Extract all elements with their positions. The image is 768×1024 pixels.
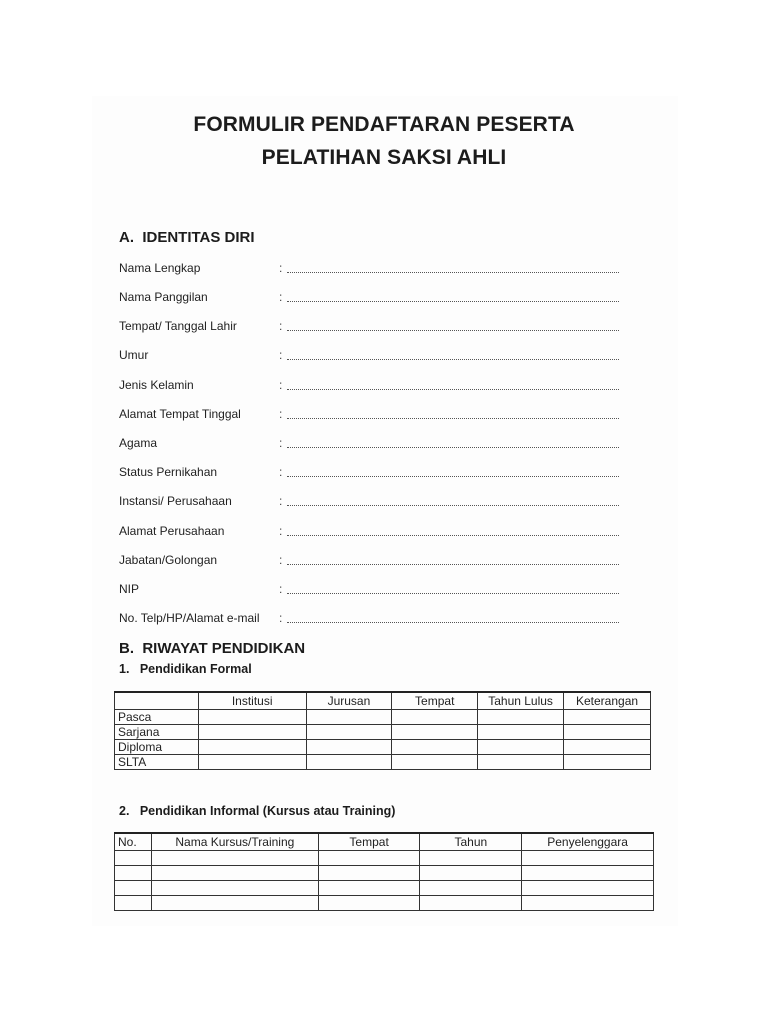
table-cell[interactable] <box>318 896 420 911</box>
field-dotted-line[interactable] <box>287 505 619 506</box>
field-dotted-line[interactable] <box>287 330 619 331</box>
field-label: Tempat/ Tanggal Lahir <box>119 319 237 333</box>
informal-education-table <box>114 832 654 911</box>
field-agama[interactable] <box>119 436 619 454</box>
table-cell[interactable] <box>392 710 478 725</box>
field-colon: : <box>279 378 283 392</box>
column-header: Tahun <box>420 833 522 851</box>
column-header: No. <box>115 833 152 851</box>
column-header: Tahun Lulus <box>478 692 564 710</box>
table-cell[interactable] <box>564 710 651 725</box>
table-cell[interactable] <box>478 740 564 755</box>
column-header: Nama Kursus/Training <box>151 833 318 851</box>
table-cell[interactable] <box>420 881 522 896</box>
field-alamat-tempat-tinggal[interactable] <box>119 407 619 425</box>
table-cell[interactable] <box>151 866 318 881</box>
field-label: Alamat Tempat Tinggal <box>119 407 241 421</box>
table-cell[interactable] <box>306 710 392 725</box>
table-cell[interactable] <box>420 896 522 911</box>
field-label: Alamat Perusahaan <box>119 524 225 538</box>
table-cell[interactable] <box>318 851 420 866</box>
field-dotted-line[interactable] <box>287 359 619 360</box>
table-cell[interactable] <box>478 725 564 740</box>
table-cell[interactable] <box>564 725 651 740</box>
field-dotted-line[interactable] <box>287 564 619 565</box>
table-cell[interactable] <box>522 866 654 881</box>
row-label: SLTA <box>115 755 199 770</box>
field-colon: : <box>279 611 283 625</box>
column-header: Keterangan <box>564 692 651 710</box>
column-header: Penyelenggara <box>522 833 654 851</box>
field-alamat-perusahaan[interactable] <box>119 524 619 542</box>
field-tempat-tanggal-lahir[interactable] <box>119 319 619 337</box>
field-colon: : <box>279 553 283 567</box>
table-cell[interactable] <box>392 740 478 755</box>
field-label: Nama Lengkap <box>119 261 201 275</box>
column-header: Tempat <box>318 833 420 851</box>
field-label: Nama Panggilan <box>119 290 208 304</box>
field-dotted-line[interactable] <box>287 593 619 594</box>
field-label: Status Pernikahan <box>119 465 218 479</box>
table-cell[interactable] <box>198 710 306 725</box>
formal-education-table <box>114 691 651 770</box>
column-header: Institusi <box>198 692 306 710</box>
table-cell[interactable] <box>318 866 420 881</box>
table-row <box>115 866 654 881</box>
field-nama-lengkap[interactable] <box>119 261 619 279</box>
field-label: Instansi/ Perusahaan <box>119 494 232 508</box>
field-dotted-line[interactable] <box>287 389 619 390</box>
table-cell[interactable] <box>478 710 564 725</box>
table-cell[interactable] <box>478 755 564 770</box>
formal-education-heading: 1. Pendidikan Formal <box>119 662 252 676</box>
field-instansi-perusahaan[interactable] <box>119 494 619 512</box>
table-cell[interactable] <box>151 896 318 911</box>
table-row <box>115 710 651 725</box>
table-cell[interactable] <box>306 740 392 755</box>
field-colon: : <box>279 436 283 450</box>
informal-education-heading: 2. Pendidikan Informal (Kursus atau Training) <box>119 804 396 818</box>
table-header-row <box>115 692 651 710</box>
field-label: No. Telp/HP/Alamat e-mail <box>119 611 260 625</box>
table-cell[interactable] <box>420 866 522 881</box>
field-umur[interactable] <box>119 348 619 366</box>
field-colon: : <box>279 348 283 362</box>
table-cell[interactable] <box>115 851 152 866</box>
form-title-line-2: PELATIHAN SAKSI AHLI <box>261 146 507 169</box>
field-colon: : <box>279 261 283 275</box>
field-label: Agama <box>119 436 158 450</box>
table-cell[interactable] <box>522 851 654 866</box>
section-a-heading: A. IDENTITAS DIRI <box>119 229 255 246</box>
field-label: Jenis Kelamin <box>119 378 194 392</box>
table-cell[interactable] <box>151 851 318 866</box>
table-cell[interactable] <box>522 896 654 911</box>
field-colon: : <box>279 290 283 304</box>
field-label: Umur <box>119 348 149 362</box>
field-dotted-line[interactable] <box>287 476 619 477</box>
table-cell[interactable] <box>392 755 478 770</box>
field-colon: : <box>279 524 283 538</box>
field-nama-panggilan[interactable] <box>119 290 619 308</box>
column-header: Jurusan <box>306 692 392 710</box>
table-row <box>115 740 651 755</box>
table-cell[interactable] <box>564 755 651 770</box>
row-label: Sarjana <box>115 725 199 740</box>
row-label: Diploma <box>115 740 199 755</box>
field-dotted-line[interactable] <box>287 272 619 273</box>
column-header: Tempat <box>392 692 478 710</box>
table-row <box>115 851 654 866</box>
field-label: NIP <box>119 582 140 596</box>
field-jabatan-golongan[interactable] <box>119 553 619 571</box>
table-cell[interactable] <box>306 755 392 770</box>
field-status-pernikahan[interactable] <box>119 465 619 483</box>
table-cell[interactable] <box>115 881 152 896</box>
field-colon: : <box>279 465 283 479</box>
table-cell[interactable] <box>318 881 420 896</box>
field-colon: : <box>279 494 283 508</box>
table-cell[interactable] <box>115 896 152 911</box>
table-row <box>115 755 651 770</box>
field-colon: : <box>279 582 283 596</box>
table-row <box>115 725 651 740</box>
field-dotted-line[interactable] <box>287 622 619 623</box>
field-dotted-line[interactable] <box>287 535 619 536</box>
table-cell[interactable] <box>564 740 651 755</box>
field-colon: : <box>279 407 283 421</box>
row-label: Pasca <box>115 710 199 725</box>
field-label: Jabatan/Golongan <box>119 553 218 567</box>
column-header <box>115 692 199 710</box>
field-jenis-kelamin[interactable] <box>119 378 619 396</box>
table-header-row <box>115 833 654 851</box>
table-row <box>115 896 654 911</box>
table-cell[interactable] <box>198 725 306 740</box>
table-cell[interactable] <box>392 725 478 740</box>
field-colon: : <box>279 319 283 333</box>
section-b-heading: B. RIWAYAT PENDIDIKAN <box>119 640 306 657</box>
table-row <box>115 881 654 896</box>
table-cell[interactable] <box>151 881 318 896</box>
table-cell[interactable] <box>115 866 152 881</box>
form-title-line-1: FORMULIR PENDAFTARAN PESERTA <box>193 113 575 136</box>
field-dotted-line[interactable] <box>287 418 619 419</box>
table-cell[interactable] <box>198 740 306 755</box>
field-telp-email[interactable] <box>119 611 619 629</box>
table-cell[interactable] <box>306 725 392 740</box>
table-cell[interactable] <box>522 881 654 896</box>
field-nip[interactable] <box>119 582 619 600</box>
field-dotted-line[interactable] <box>287 301 619 302</box>
field-dotted-line[interactable] <box>287 447 619 448</box>
table-cell[interactable] <box>198 755 306 770</box>
table-cell[interactable] <box>420 851 522 866</box>
